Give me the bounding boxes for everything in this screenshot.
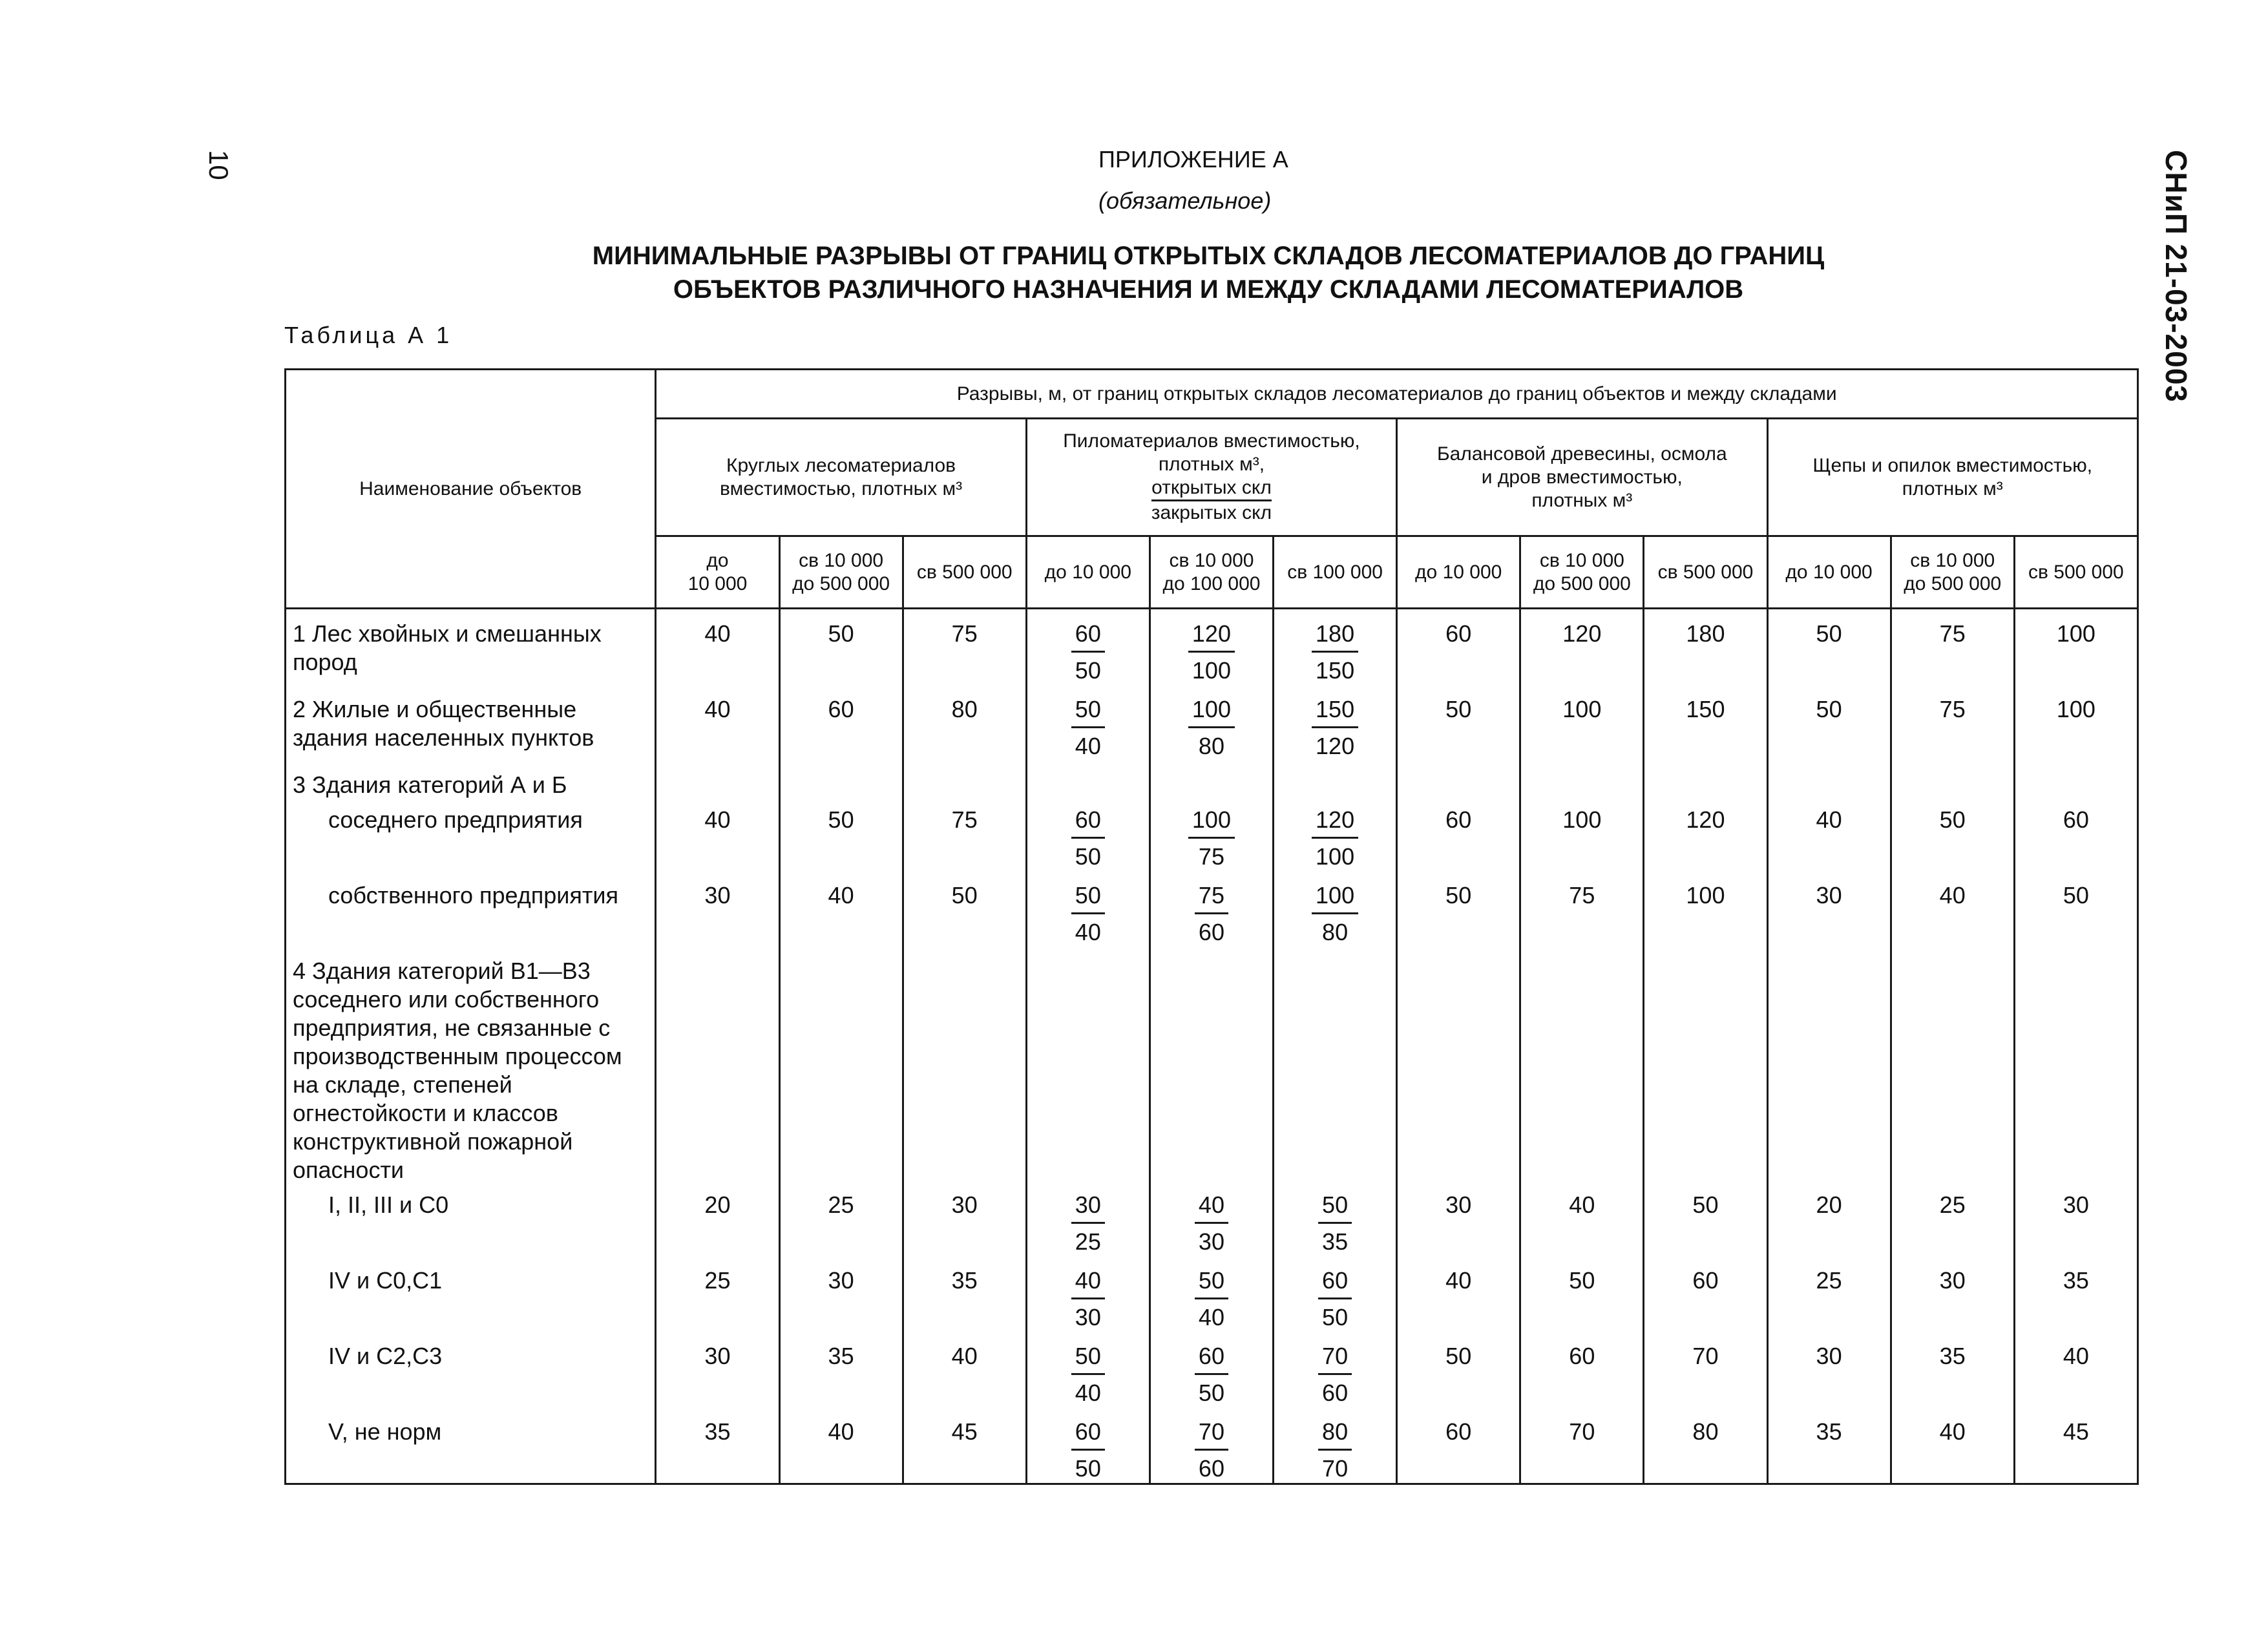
value-cell: 40 — [656, 609, 779, 686]
sub-round-3: св 500 000 — [903, 536, 1026, 609]
sub-saw-1: до 10 000 — [1026, 536, 1150, 609]
sub-round-1: до 10 000 — [656, 536, 779, 609]
value-cell: 40 — [903, 1332, 1026, 1407]
fraction — [1312, 620, 1358, 685]
table-body — [286, 609, 2138, 1484]
value-cell: 30 — [903, 1191, 1026, 1256]
value-cell: 35 — [1891, 1332, 2014, 1407]
empty-cell — [1644, 761, 1767, 806]
title-line-2: ОБЪЕКТОВ РАЗЛИЧНОГО НАЗНАЧЕНИЯ И МЕЖДУ СКЛАДАМИ ЛЕСОМАТЕРИАЛОВ — [673, 275, 1744, 304]
header-pulpwood: Балансовой древесины, осмола и дров вместимостью, плотных м³ — [1397, 419, 1767, 536]
closed-storage-value: 50 — [1075, 1455, 1101, 1482]
open-storage-value: 75 — [1195, 881, 1228, 914]
empty-cell — [779, 947, 903, 1191]
sub-bal-2: св 10 000 до 500 000 — [1520, 536, 1644, 609]
value-cell: 40 — [779, 1407, 903, 1484]
title-line-1: МИНИМАЛЬНЫЕ РАЗРЫВЫ ОТ ГРАНИЦ ОТКРЫТЫХ СКЛАДОВ ЛЕСОМАТЕРИАЛОВ ДО ГРАНИЦ — [592, 242, 1825, 270]
table-row — [286, 947, 2138, 1191]
value-cell: 35 — [1767, 1407, 1891, 1484]
value-cell: 40 — [1767, 806, 1891, 871]
value-cell: 60 — [1397, 609, 1520, 686]
open-storage-value: 150 — [1312, 695, 1358, 728]
fraction-cell — [1026, 806, 1150, 871]
value-cell: 75 — [903, 806, 1026, 871]
table-row — [286, 609, 2138, 686]
value-cell: 180 — [1644, 609, 1767, 686]
value-cell: 120 — [1644, 806, 1767, 871]
sub-bal-3: св 500 000 — [1644, 536, 1767, 609]
fraction-cell — [1026, 871, 1150, 947]
empty-cell — [1767, 947, 1891, 1191]
value-cell: 25 — [656, 1256, 779, 1332]
empty-cell — [1150, 947, 1273, 1191]
closed-storage-value: 60 — [1198, 1455, 1224, 1482]
fraction-cell — [1026, 1407, 1150, 1484]
closed-storage-value: 35 — [1322, 1228, 1349, 1255]
value-cell: 60 — [1520, 1332, 1644, 1407]
open-storage-value: 60 — [1071, 806, 1105, 839]
fraction — [1188, 695, 1235, 761]
empty-cell — [656, 761, 779, 806]
fraction-cell — [1150, 685, 1273, 761]
appendix-heading: ПРИЛОЖЕНИЕ А — [1098, 146, 1288, 173]
sub-bal-1: до 10 000 — [1397, 536, 1520, 609]
empty-cell — [1026, 947, 1150, 1191]
empty-cell — [2014, 761, 2137, 806]
header-distances: Разрывы, м, от границ открытых складов лесоматериалов до границ объектов и между складами — [656, 370, 2138, 419]
table-row — [286, 685, 2138, 761]
value-cell: 50 — [1767, 609, 1891, 686]
value-cell: 40 — [1397, 1256, 1520, 1332]
value-cell: 80 — [903, 685, 1026, 761]
header-round-timber: Круглых лесоматериалов вместимостью, плотных м³ — [656, 419, 1026, 536]
value-cell: 120 — [1520, 609, 1644, 686]
distances-table — [284, 368, 2139, 1485]
empty-cell — [1397, 761, 1520, 806]
value-cell: 50 — [1644, 1191, 1767, 1256]
fraction-cell — [1274, 1332, 1397, 1407]
fraction-cell — [1274, 871, 1397, 947]
page-title — [556, 239, 1861, 306]
row-name: IV и С2,С3 — [286, 1332, 656, 1407]
sub-saw-3: св 100 000 — [1274, 536, 1397, 609]
fraction-cell — [1274, 609, 1397, 686]
fraction — [1195, 1418, 1228, 1483]
empty-cell — [1520, 947, 1644, 1191]
value-cell: 30 — [2014, 1191, 2137, 1256]
open-storage-value: 80 — [1318, 1418, 1352, 1451]
empty-cell — [1274, 947, 1397, 1191]
empty-cell — [903, 761, 1026, 806]
value-cell: 70 — [1520, 1407, 1644, 1484]
value-cell: 40 — [656, 685, 779, 761]
value-cell: 60 — [1644, 1256, 1767, 1332]
value-cell: 40 — [779, 871, 903, 947]
value-cell: 40 — [656, 806, 779, 871]
closed-storage-value: 150 — [1316, 657, 1355, 684]
value-cell: 35 — [656, 1407, 779, 1484]
open-storage-value: 100 — [1312, 881, 1358, 914]
value-cell: 75 — [1520, 871, 1644, 947]
open-storage-value: 40 — [1195, 1191, 1228, 1224]
open-storage-value: 120 — [1312, 806, 1358, 839]
fraction — [1195, 881, 1228, 947]
closed-storage-value: 80 — [1322, 919, 1349, 945]
table-row — [286, 761, 2138, 806]
table-row — [286, 1332, 2138, 1407]
value-cell: 60 — [779, 685, 903, 761]
fraction — [1318, 1342, 1352, 1407]
fraction — [1188, 806, 1235, 871]
sub-chip-2: св 10 000 до 500 000 — [1891, 536, 2014, 609]
value-cell: 40 — [1520, 1191, 1644, 1256]
fraction-cell — [1026, 685, 1150, 761]
table-row — [286, 1256, 2138, 1332]
fraction — [1312, 881, 1358, 947]
closed-storage-value: 50 — [1322, 1304, 1349, 1330]
fraction-cell — [1274, 685, 1397, 761]
fraction — [1195, 1191, 1228, 1256]
value-cell: 45 — [2014, 1407, 2137, 1484]
open-storage-value: 50 — [1071, 695, 1105, 728]
value-cell: 45 — [903, 1407, 1026, 1484]
open-storage-value: 70 — [1195, 1418, 1228, 1451]
fraction — [1318, 1418, 1352, 1483]
open-storage-value: 70 — [1318, 1342, 1352, 1375]
closed-storage-value: 40 — [1075, 733, 1101, 759]
header-object-name: Наименование объектов — [286, 370, 656, 609]
empty-cell — [656, 947, 779, 1191]
empty-cell — [1891, 761, 2014, 806]
closed-storage-value: 40 — [1198, 1304, 1224, 1330]
value-cell: 50 — [1397, 871, 1520, 947]
sub-chip-1: до 10 000 — [1767, 536, 1891, 609]
value-cell: 100 — [1520, 685, 1644, 761]
value-cell: 30 — [656, 871, 779, 947]
closed-storage-value: 80 — [1198, 733, 1224, 759]
fraction — [1071, 1191, 1105, 1256]
open-storage-value: 60 — [1318, 1266, 1352, 1299]
value-cell: 30 — [1767, 871, 1891, 947]
open-storage-value: 50 — [1071, 1342, 1105, 1375]
open-storage-value: 120 — [1188, 620, 1235, 653]
fraction — [1071, 1418, 1105, 1483]
fraction-cell — [1026, 1191, 1150, 1256]
closed-storage-value: 30 — [1075, 1304, 1101, 1330]
fraction-cell — [1150, 871, 1273, 947]
open-storage-value: 60 — [1195, 1342, 1228, 1375]
table-row — [286, 871, 2138, 947]
fraction — [1318, 1191, 1352, 1256]
row-name: собственного предприятия — [286, 871, 656, 947]
closed-storage-value: 30 — [1198, 1228, 1224, 1255]
open-storage-value: 180 — [1312, 620, 1358, 653]
fraction — [1071, 1266, 1105, 1332]
closed-storage-value: 60 — [1198, 919, 1224, 945]
fraction — [1195, 1342, 1228, 1407]
empty-cell — [1767, 761, 1891, 806]
table-label: Таблица А 1 — [284, 322, 453, 348]
value-cell: 30 — [779, 1256, 903, 1332]
fraction-cell — [1150, 806, 1273, 871]
empty-cell — [779, 761, 903, 806]
open-storage-value: 60 — [1071, 1418, 1105, 1451]
value-cell: 35 — [903, 1256, 1026, 1332]
fraction — [1318, 1266, 1352, 1332]
value-cell: 60 — [1397, 1407, 1520, 1484]
fraction-cell — [1150, 1332, 1273, 1407]
value-cell: 50 — [779, 806, 903, 871]
row-name: 1 Лес хвойных и смешанных пород — [286, 609, 656, 686]
empty-cell — [1397, 947, 1520, 1191]
fraction-cell — [1026, 1332, 1150, 1407]
row-name: соседнего предприятия — [286, 806, 656, 871]
value-cell: 100 — [1520, 806, 1644, 871]
closed-storage-value: 50 — [1075, 843, 1101, 870]
value-cell: 100 — [2014, 609, 2137, 686]
table-row — [286, 806, 2138, 871]
closed-storage-value: 120 — [1316, 733, 1355, 759]
value-cell: 100 — [2014, 685, 2137, 761]
value-cell: 50 — [903, 871, 1026, 947]
empty-cell — [1274, 761, 1397, 806]
value-cell: 50 — [1520, 1256, 1644, 1332]
fraction — [1071, 881, 1105, 947]
closed-storage-value: 50 — [1198, 1380, 1224, 1406]
row-name: I, II, III и С0 — [286, 1191, 656, 1256]
table-row — [286, 1407, 2138, 1484]
fraction — [1312, 806, 1358, 871]
table-row — [286, 1191, 2138, 1256]
value-cell: 50 — [1397, 685, 1520, 761]
value-cell: 30 — [1891, 1256, 2014, 1332]
closed-storage-value: 70 — [1322, 1455, 1349, 1482]
empty-cell — [1520, 761, 1644, 806]
value-cell: 35 — [779, 1332, 903, 1407]
open-storage-value: 50 — [1318, 1191, 1352, 1224]
closed-storage-value: 40 — [1075, 1380, 1101, 1406]
closed-storage-value: 100 — [1316, 843, 1355, 870]
value-cell: 150 — [1644, 685, 1767, 761]
sub-chip-3: св 500 000 — [2014, 536, 2137, 609]
open-storage-value: 50 — [1071, 881, 1105, 914]
open-storage-value: 60 — [1071, 620, 1105, 653]
empty-cell — [1644, 947, 1767, 1191]
sub-saw-2: св 10 000 до 100 000 — [1150, 536, 1273, 609]
value-cell: 20 — [656, 1191, 779, 1256]
row-name: IV и С0,С1 — [286, 1256, 656, 1332]
value-cell: 50 — [1767, 685, 1891, 761]
row-group-title: 3 Здания категорий А и Б — [286, 761, 656, 806]
fraction-cell — [1150, 1407, 1273, 1484]
row-name: V, не норм — [286, 1407, 656, 1484]
row-group-title: 4 Здания категорий В1—В3 соседнего или собственного предприятия, не связанные с производственным процессом на складе, степеней огнестойкости и классов конструктивной пожарной опасности — [286, 947, 656, 1191]
value-cell: 75 — [1891, 609, 2014, 686]
fraction-cell — [1150, 1256, 1273, 1332]
open-storage-value: 50 — [1195, 1266, 1228, 1299]
fraction-cell — [1274, 1407, 1397, 1484]
fraction — [1195, 1266, 1228, 1332]
value-cell: 20 — [1767, 1191, 1891, 1256]
value-cell: 75 — [1891, 685, 2014, 761]
empty-cell — [903, 947, 1026, 1191]
value-cell: 25 — [1891, 1191, 2014, 1256]
fraction-cell — [1274, 1256, 1397, 1332]
value-cell: 30 — [656, 1332, 779, 1407]
fraction — [1188, 620, 1235, 685]
value-cell: 25 — [1767, 1256, 1891, 1332]
fraction-cell — [1274, 806, 1397, 871]
fraction-cell — [1150, 609, 1273, 686]
open-storage-value: 100 — [1188, 695, 1235, 728]
value-cell: 50 — [1891, 806, 2014, 871]
value-cell: 50 — [779, 609, 903, 686]
open-storage-value: 30 — [1071, 1191, 1105, 1224]
fraction — [1071, 806, 1105, 871]
closed-storage-value: 75 — [1198, 843, 1224, 870]
empty-cell — [1891, 947, 2014, 1191]
closed-storage-value: 40 — [1075, 919, 1101, 945]
header-sawn-timber: Пиломатериалов вместимостью, плотных м³, открытых скл закрытых скл — [1026, 419, 1396, 536]
fraction — [1071, 620, 1105, 685]
fraction — [1071, 695, 1105, 761]
fraction — [1071, 1342, 1105, 1407]
empty-cell — [2014, 947, 2137, 1191]
closed-storage-value: 50 — [1075, 657, 1101, 684]
value-cell: 50 — [2014, 871, 2137, 947]
fraction-cell — [1026, 1256, 1150, 1332]
value-cell: 100 — [1644, 871, 1767, 947]
value-cell: 50 — [1397, 1332, 1520, 1407]
closed-storage-value: 100 — [1192, 657, 1231, 684]
fraction-cell — [1150, 1191, 1273, 1256]
value-cell: 25 — [779, 1191, 903, 1256]
fraction-cell — [1026, 609, 1150, 686]
value-cell: 40 — [2014, 1332, 2137, 1407]
header-chips: Щепы и опилок вместимостью, плотных м³ — [1767, 419, 2137, 536]
value-cell: 35 — [2014, 1256, 2137, 1332]
page-number: 10 — [204, 150, 234, 180]
value-cell: 60 — [2014, 806, 2137, 871]
value-cell: 30 — [1397, 1191, 1520, 1256]
closed-storage-value: 60 — [1322, 1380, 1349, 1406]
value-cell: 60 — [1397, 806, 1520, 871]
document-code: СНиП 21-03-2003 — [2159, 150, 2193, 403]
value-cell: 75 — [903, 609, 1026, 686]
value-cell: 40 — [1891, 871, 2014, 947]
open-storage-value: 40 — [1071, 1266, 1105, 1299]
fraction-cell — [1274, 1191, 1397, 1256]
appendix-status: (обязательное) — [1098, 187, 1272, 214]
value-cell: 40 — [1891, 1407, 2014, 1484]
closed-storage-value: 25 — [1075, 1228, 1101, 1255]
row-name: 2 Жилые и общественные здания населенных пунктов — [286, 685, 656, 761]
open-storage-value: 100 — [1188, 806, 1235, 839]
sub-round-2: св 10 000 до 500 000 — [779, 536, 903, 609]
empty-cell — [1150, 761, 1273, 806]
value-cell: 80 — [1644, 1407, 1767, 1484]
fraction — [1312, 695, 1358, 761]
empty-cell — [1026, 761, 1150, 806]
value-cell: 30 — [1767, 1332, 1891, 1407]
value-cell: 70 — [1644, 1332, 1767, 1407]
